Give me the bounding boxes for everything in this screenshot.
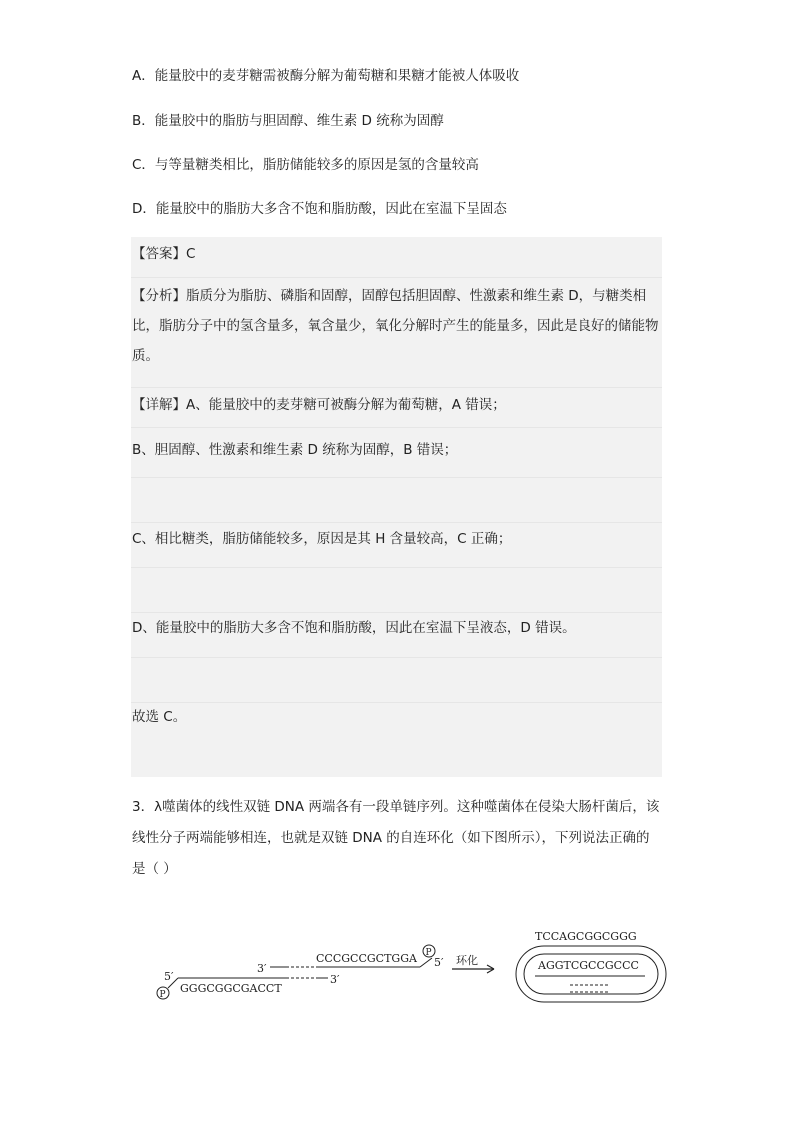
top-strand-sequence: CCCGCCGCTGGA	[316, 952, 417, 965]
bottom-strand-sequence: GGGCGGCGACCT	[180, 982, 282, 995]
ring-outer-sequence: TCCAGCGGCGGG	[535, 930, 637, 943]
detail-a: 【详解】A、能量胶中的麦芽糖可被酶分解为葡萄糖，A 错误；	[132, 397, 506, 413]
detail-c: C、相比糖类，脂肪储能较多，原因是其 H 含量较高，C 正确；	[132, 531, 512, 547]
top-strand-3prime-label: 3′	[257, 962, 267, 975]
top-phosphate-label: P	[425, 948, 432, 958]
top-strand-5prime-label: 5′	[434, 956, 444, 969]
detail-d: D、能量胶中的脂肪大多含不饱和脂肪酸，因此在室温下呈液态，D 错误。	[132, 620, 576, 636]
question-3-text: 3．λ噬菌体的线性双链 DNA 两端各有一段单链序列。这种噬菌体在侵染大肠杆菌后，该线性分子两端能够相连，也就是双链 DNA 的自连环化（如下图所示），下列说法正确的是（ ）	[132, 799, 660, 877]
answer-line: 【答案】C	[132, 246, 196, 262]
detail-b: B、胆固醇、性激素和维生素 D 统称为固醇，B 错误；	[132, 442, 458, 458]
bottom-strand-3prime-label: 3′	[330, 973, 340, 986]
analysis-paragraph: 【分析】脂质分为脂肪、磷脂和固醇，固醇包括胆固醇、性激素和维生素 D，与糖类相比，脂肪分子中的氢含量多，氧含量少，氧化分解时产生的能量多，因此是良好的储能物质。	[132, 288, 659, 364]
option-b: B．能量胶中的脂肪与胆固醇、维生素 D 统称为固醇	[132, 113, 444, 129]
dna-circularization-diagram	[150, 920, 670, 1020]
ring-inner-sequence: AGGTCGCCGCCC	[538, 959, 639, 972]
bottom-strand-5prime-label: 5′	[164, 970, 174, 983]
bottom-phosphate-label: P	[159, 990, 166, 1000]
conclusion: 故选 C。	[132, 709, 187, 725]
option-a: A．能量胶中的麦芽糖需被酶分解为葡萄糖和果糖才能被人体吸收	[132, 68, 520, 84]
circularize-label: 环化	[456, 954, 478, 967]
option-d: D．能量胶中的脂肪大多含不饱和脂肪酸，因此在室温下呈固态	[132, 201, 507, 217]
option-c: C．与等量糖类相比，脂肪储能较多的原因是氢的含量较高	[132, 157, 479, 173]
